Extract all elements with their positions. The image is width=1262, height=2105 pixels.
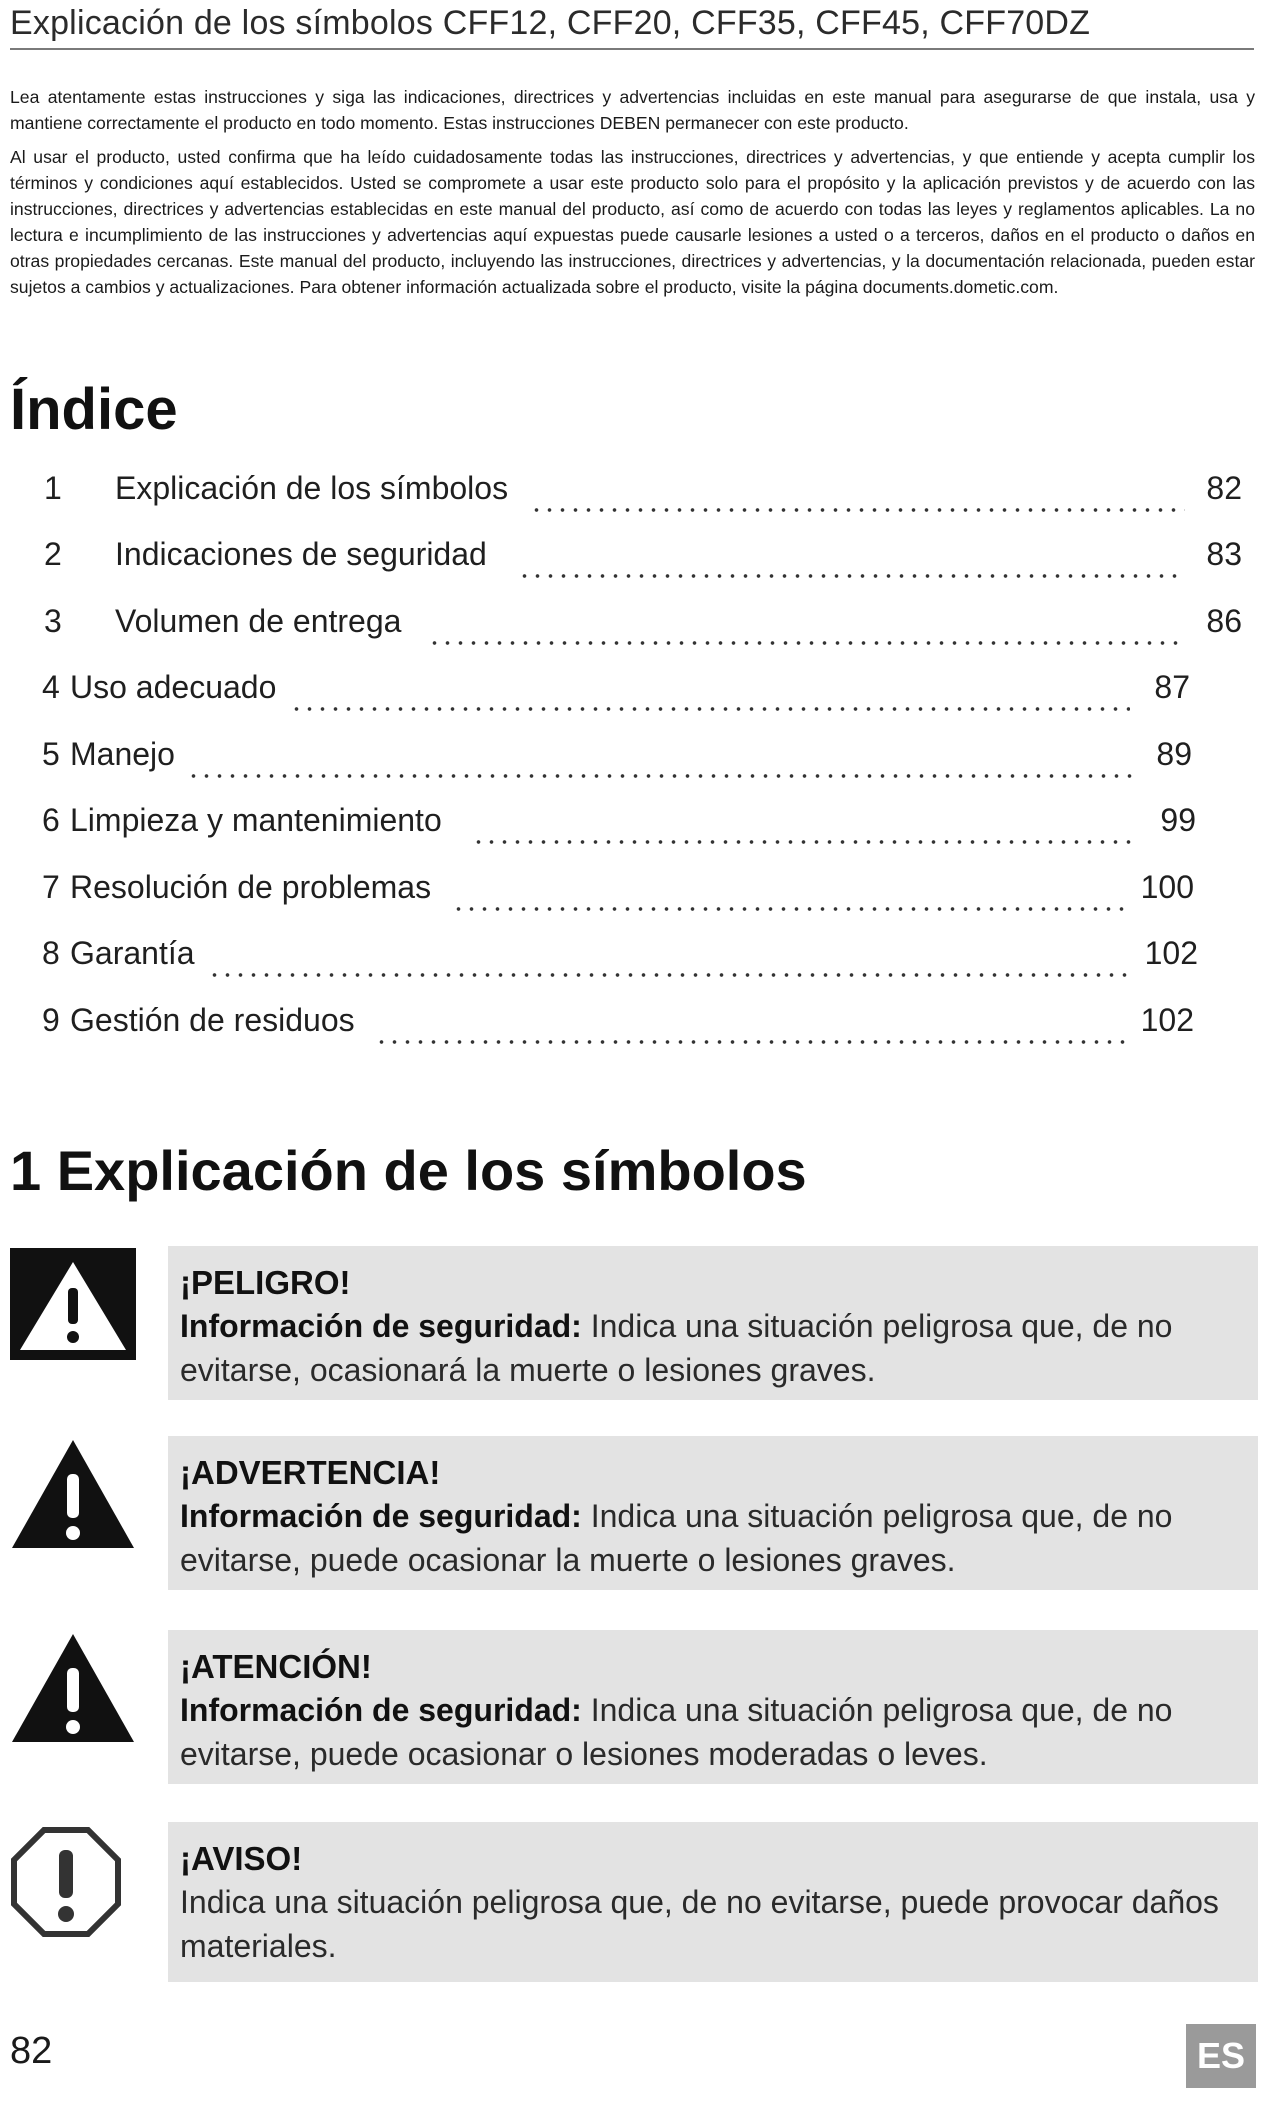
toc-entry-number: 9 [42, 1002, 60, 1038]
warning-square-icon [10, 1248, 136, 1365]
notice-label: ¡PELIGRO! [180, 1264, 351, 1301]
toc-entry-title: Limpieza y mantenimiento [70, 802, 442, 838]
intro-paragraph: Lea atentamente estas instrucciones y siga las indicaciones, directrices y advertencias incluidas en este manual para asegurarse de que instala, usa y mantiene correctamente el producto en todo momento. Estas instrucciones DEBEN permanecer con este producto. [10, 87, 1255, 133]
toc-entry-page: 102 [1144, 935, 1198, 971]
caution-triangle-icon [10, 1632, 136, 1749]
toc-leader-dots [472, 822, 1136, 846]
toc-entry[interactable] [0, 536, 1262, 586]
notice-octagon-icon [10, 1826, 122, 1943]
header-rule [10, 48, 1254, 50]
notice-label: ¡AVISO! [180, 1840, 303, 1877]
toc-entry[interactable] [0, 935, 1262, 985]
toc-entry-number: 2 [44, 536, 62, 572]
toc-leader-dots [187, 756, 1132, 780]
notice-box [168, 1246, 1258, 1400]
notice-box [168, 1630, 1258, 1784]
notice-text [180, 1498, 1172, 1578]
toc-entry-title: Explicación de los símbolos [115, 470, 509, 506]
index-heading: Índice [10, 377, 178, 442]
toc-entry-page: 86 [1206, 603, 1242, 639]
toc-entry-number: 4 [42, 669, 60, 705]
toc-leader-dots [375, 1022, 1127, 1046]
notice-body: Indica una situación peligrosa que, de no evitarse, ocasionará la muerte o lesiones graves. [180, 1308, 1173, 1388]
toc-entry[interactable] [0, 669, 1262, 719]
notice-box [168, 1822, 1258, 1982]
toc-entry-number: 5 [42, 736, 60, 772]
toc-entry[interactable] [0, 802, 1262, 852]
toc-entry-title: Garantía [70, 935, 195, 971]
toc-leader-dots [208, 955, 1130, 979]
toc-entry[interactable] [0, 1002, 1262, 1052]
notice-label: ¡ADVERTENCIA! [180, 1454, 441, 1491]
toc-leader-dots [530, 490, 1185, 514]
toc-entry-page: 102 [1140, 1002, 1194, 1038]
warning-triangle-icon [10, 1438, 136, 1555]
toc-entry[interactable] [0, 736, 1262, 786]
notice-label: ¡ATENCIÓN! [180, 1648, 372, 1685]
intro-text [10, 84, 1255, 308]
notice-bold-lead: Información de seguridad: [180, 1498, 582, 1534]
intro-paragraph: Al usar el producto, usted confirma que ha leído cuidadosamente todas las instrucciones, directrices y advertencias, y que entiende y acepta cumplir los términos y condiciones aquí establecidos. Usted se compromete a usar este producto solo para el propósito y la aplicación previstos y de acuerdo con las instrucciones, directrices y advertencias establecidas en este manual del producto, así como de acuerdo con todas las leyes y reglamentos aplicables. La no lectura e incumplimiento de las instrucciones y advertencias aquí expuestas puede causarle lesiones a usted o a terceros, daños en el producto o daños en otras propiedades cercanas. Este manual del producto, incluyendo las instrucciones, directrices y advertencias, y la documentación relacionada, pueden estar sujetos a cambios y actualizaciones. Para obtener información actualizada sobre el producto, visite la página documents.dometic.com. [10, 147, 1255, 297]
notice-body: Indica una situación peligrosa que, de no evitarse, puede ocasionar la muerte o lesiones graves. [180, 1498, 1173, 1578]
toc-entry-title: Manejo [70, 736, 175, 772]
notice-text [180, 1692, 1172, 1772]
page-number: 82 [10, 2030, 53, 2072]
notice-body: Indica una situación peligrosa que, de no evitarse, puede provocar daños materiales. [180, 1884, 1219, 1964]
toc-entry-page: 83 [1206, 536, 1242, 572]
toc-entry[interactable] [0, 603, 1262, 653]
toc-entry-number: 8 [42, 935, 60, 971]
notice-box [168, 1436, 1258, 1590]
toc-entry-title: Gestión de residuos [70, 1002, 355, 1038]
toc-entry-page: 82 [1206, 470, 1242, 506]
toc-entry-number: 7 [42, 869, 60, 905]
toc-leader-dots [290, 689, 1130, 713]
toc-entry[interactable] [0, 470, 1262, 520]
toc-entry-title: Volumen de entrega [115, 603, 402, 639]
section-heading: 1 Explicación de los símbolos [10, 1139, 807, 1202]
running-header: Explicación de los símbolos CFF12, CFF20, CFF35, CFF45, CFF70DZ [10, 4, 1091, 42]
toc-entry-page: 87 [1154, 669, 1190, 705]
toc-leader-dots [452, 889, 1128, 913]
toc-leader-dots [428, 623, 1185, 647]
toc-entry-number: 3 [44, 603, 62, 639]
toc-entry[interactable] [0, 869, 1262, 919]
toc-entry-page: 100 [1140, 869, 1194, 905]
toc-entry-page: 99 [1160, 802, 1196, 838]
toc-entry-title: Resolución de problemas [70, 869, 432, 905]
toc-entry-page: 89 [1156, 736, 1192, 772]
notice-text [180, 1308, 1172, 1388]
notice-bold-lead: Información de seguridad: [180, 1308, 582, 1344]
toc-entry-number: 1 [44, 470, 62, 506]
toc-leader-dots [518, 556, 1185, 580]
toc-entry-title: Indicaciones de seguridad [115, 536, 487, 572]
notice-bold-lead: Información de seguridad: [180, 1692, 582, 1728]
notice-text [180, 1884, 1219, 1964]
toc-entry-number: 6 [42, 802, 60, 838]
toc-entry-title: Uso adecuado [70, 669, 277, 705]
notice-body: Indica una situación peligrosa que, de no evitarse, puede ocasionar o lesiones moderadas o leves. [180, 1692, 1173, 1772]
language-badge: ES [1186, 2024, 1256, 2088]
